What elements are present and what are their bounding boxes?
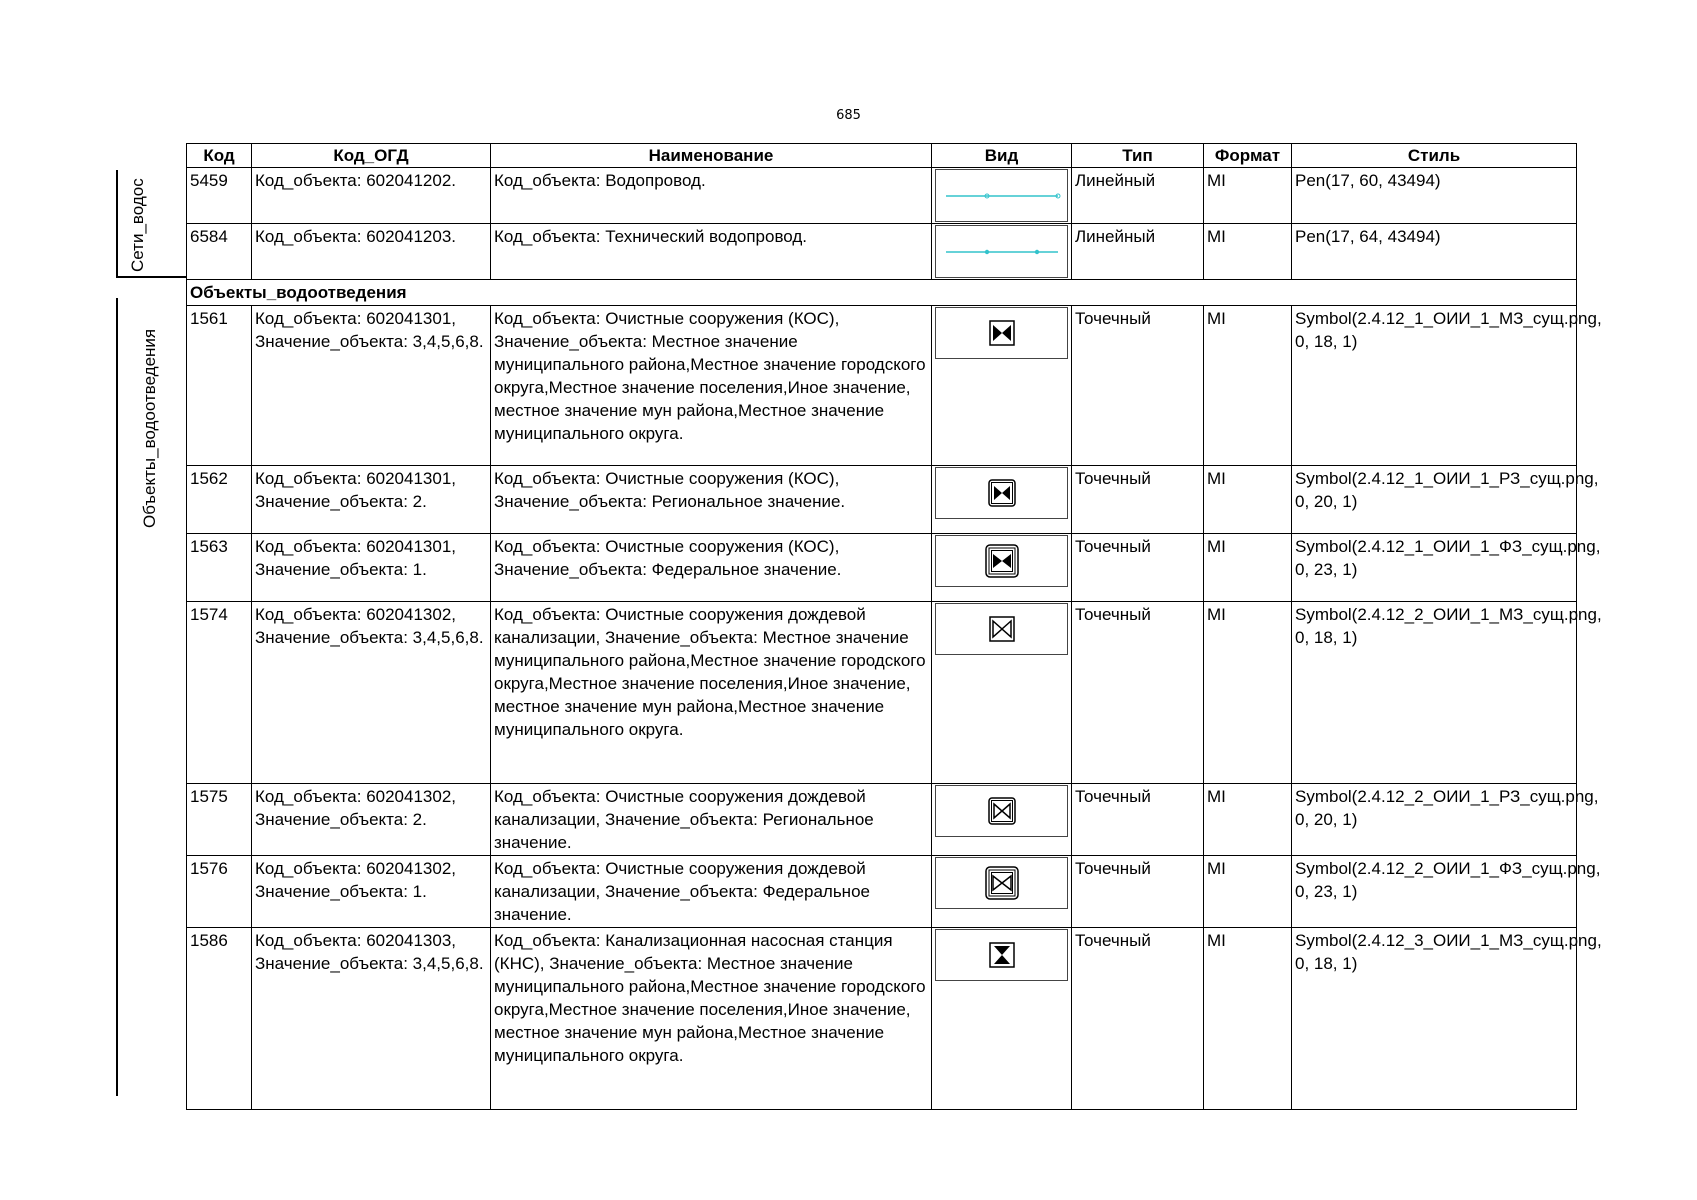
cell-name: Код_объекта: Канализационная насосная станция (КНС), Значение_объекта: Местное значение муниципального района,Местное значение городского округа,Местное значение поселения,Иное значение, местное значение мун района,Местное значение муниципального округа.: [491, 928, 932, 1110]
cell-format: MI: [1204, 928, 1292, 1110]
cell-kod: 1576: [187, 856, 252, 928]
cell-view: [932, 602, 1072, 784]
cell-type: Точечный: [1072, 602, 1204, 784]
cell-ogd: Код_объекта: 602041302, Значение_объекта: 2.: [252, 784, 491, 856]
cell-ogd: Код_объекта: 602041301, Значение_объекта: 3,4,5,6,8.: [252, 306, 491, 466]
cell-format: MI: [1204, 466, 1292, 534]
header-row: [187, 144, 1577, 168]
table-row: [187, 602, 1577, 784]
cell-style: Symbol(2.4.12_1_ОИИ_1_РЗ_сущ.png, 0, 20, 1): [1292, 466, 1577, 534]
cell-type: Точечный: [1072, 856, 1204, 928]
legend-table: [186, 143, 1602, 1110]
cell-format: MI: [1204, 534, 1292, 602]
cell-type: Точечный: [1072, 466, 1204, 534]
treatment-plant-regional-icon: [935, 467, 1068, 519]
side-label-sewage-objects: Объекты_водоотведения: [140, 328, 159, 528]
group-divider-left: [116, 170, 118, 276]
cell-view: [932, 784, 1072, 856]
group-divider-bottom: [116, 276, 186, 278]
cell-name: Код_объекта: Очистные сооружения дождевой канализации, Значение_объекта: Местное значение муниципального района,Местное значение городского округа,Местное значение поселения,Иное значение, местное значение мун района,Местное значение муниципального округа.: [491, 602, 932, 784]
cell-kod: 1561: [187, 306, 252, 466]
cell-view: [932, 168, 1072, 224]
cell-kod: 6584: [187, 224, 252, 280]
cell-name: Код_объекта: Водопровод.: [491, 168, 932, 224]
table-row: [187, 168, 1577, 224]
group-row: [187, 280, 1577, 306]
cell-format: MI: [1204, 856, 1292, 928]
storm-treatment-federal-icon: [935, 857, 1068, 909]
cell-ogd: Код_объекта: 602041203.: [252, 224, 491, 280]
cell-type: Линейный: [1072, 168, 1204, 224]
table-row: [187, 534, 1577, 602]
side-label-water-networks: Сети_водос: [128, 178, 147, 272]
cell-type: Точечный: [1072, 928, 1204, 1110]
cell-style: Symbol(2.4.12_2_ОИИ_1_РЗ_сущ.png, 0, 20, 1): [1292, 784, 1577, 856]
table-row: [187, 784, 1577, 856]
header-format: Формат: [1204, 144, 1292, 168]
storm-treatment-regional-icon: [935, 785, 1068, 837]
header-kod: Код: [187, 144, 252, 168]
cell-style: Symbol(2.4.12_2_ОИИ_1_ФЗ_сущ.png, 0, 23, 1): [1292, 856, 1577, 928]
cell-type: Линейный: [1072, 224, 1204, 280]
table-row: [187, 306, 1577, 466]
table-row: [187, 856, 1577, 928]
cell-view: [932, 466, 1072, 534]
cell-kod: 1586: [187, 928, 252, 1110]
water-pipe-line-icon: [935, 169, 1068, 222]
header-name: Наименование: [491, 144, 932, 168]
header-kod-ogd: Код_ОГД: [252, 144, 491, 168]
cell-name: Код_объекта: Очистные сооружения дождевой канализации, Значение_объекта: Региональное значение.: [491, 784, 932, 856]
cell-view: [932, 534, 1072, 602]
cell-kod: 5459: [187, 168, 252, 224]
cell-name: Код_объекта: Технический водопровод.: [491, 224, 932, 280]
cell-ogd: Код_объекта: 602041202.: [252, 168, 491, 224]
cell-kod: 1563: [187, 534, 252, 602]
cell-type: Точечный: [1072, 784, 1204, 856]
cell-format: MI: [1204, 306, 1292, 466]
cell-kod: 1562: [187, 466, 252, 534]
sewage-pump-station-local-icon: [935, 929, 1068, 981]
cell-ogd: Код_объекта: 602041302, Значение_объекта: 3,4,5,6,8.: [252, 602, 491, 784]
cell-style: Symbol(2.4.12_3_ОИИ_1_МЗ_сущ.png, 0, 18, 1): [1292, 928, 1577, 1110]
cell-style: Symbol(2.4.12_1_ОИИ_1_МЗ_сущ.png, 0, 18, 1): [1292, 306, 1577, 466]
cell-ogd: Код_объекта: 602041301, Значение_объекта: 1.: [252, 534, 491, 602]
page-number: 685: [836, 108, 861, 123]
cell-name: Код_объекта: Очистные сооружения дождевой канализации, Значение_объекта: Федеральное значение.: [491, 856, 932, 928]
cell-view: [932, 928, 1072, 1110]
cell-style: Symbol(2.4.12_1_ОИИ_1_ФЗ_сущ.png, 0, 23, 1): [1292, 534, 1577, 602]
cell-format: MI: [1204, 224, 1292, 280]
cell-name: Код_объекта: Очистные сооружения (КОС), Значение_объекта: Региональное значение.: [491, 466, 932, 534]
table-row: [187, 224, 1577, 280]
cell-ogd: Код_объекта: 602041302, Значение_объекта: 1.: [252, 856, 491, 928]
group-divider-left-2: [116, 298, 118, 1096]
header-type: Тип: [1072, 144, 1204, 168]
cell-style: Pen(17, 64, 43494): [1292, 224, 1577, 280]
cell-type: Точечный: [1072, 306, 1204, 466]
cell-view: [932, 224, 1072, 280]
cell-view: [932, 856, 1072, 928]
treatment-plant-federal-icon: [935, 535, 1068, 587]
group-title: Объекты_водоотведения: [187, 280, 1577, 306]
storm-treatment-local-icon: [935, 603, 1068, 655]
cell-name: Код_объекта: Очистные сооружения (КОС), Значение_объекта: Местное значение муниципального района,Местное значение городского округа,Местное значение поселения,Иное значение, местное значение мун района,Местное значение муниципального округа.: [491, 306, 932, 466]
cell-style: Pen(17, 60, 43494): [1292, 168, 1577, 224]
header-style: Стиль: [1292, 144, 1577, 168]
cell-kod: 1575: [187, 784, 252, 856]
table-row: [187, 466, 1577, 534]
cell-format: MI: [1204, 784, 1292, 856]
cell-format: MI: [1204, 168, 1292, 224]
header-view: Вид: [932, 144, 1072, 168]
cell-type: Точечный: [1072, 534, 1204, 602]
cell-view: [932, 306, 1072, 466]
treatment-plant-local-icon: [935, 307, 1068, 359]
cell-kod: 1574: [187, 602, 252, 784]
cell-ogd: Код_объекта: 602041301, Значение_объекта: 2.: [252, 466, 491, 534]
cell-format: MI: [1204, 602, 1292, 784]
technical-water-pipe-line-icon: [935, 225, 1068, 278]
cell-name: Код_объекта: Очистные сооружения (КОС), Значение_объекта: Федеральное значение.: [491, 534, 932, 602]
cell-ogd: Код_объекта: 602041303, Значение_объекта: 3,4,5,6,8.: [252, 928, 491, 1110]
table-row: [187, 928, 1577, 1110]
cell-style: Symbol(2.4.12_2_ОИИ_1_МЗ_сущ.png, 0, 18, 1): [1292, 602, 1577, 784]
